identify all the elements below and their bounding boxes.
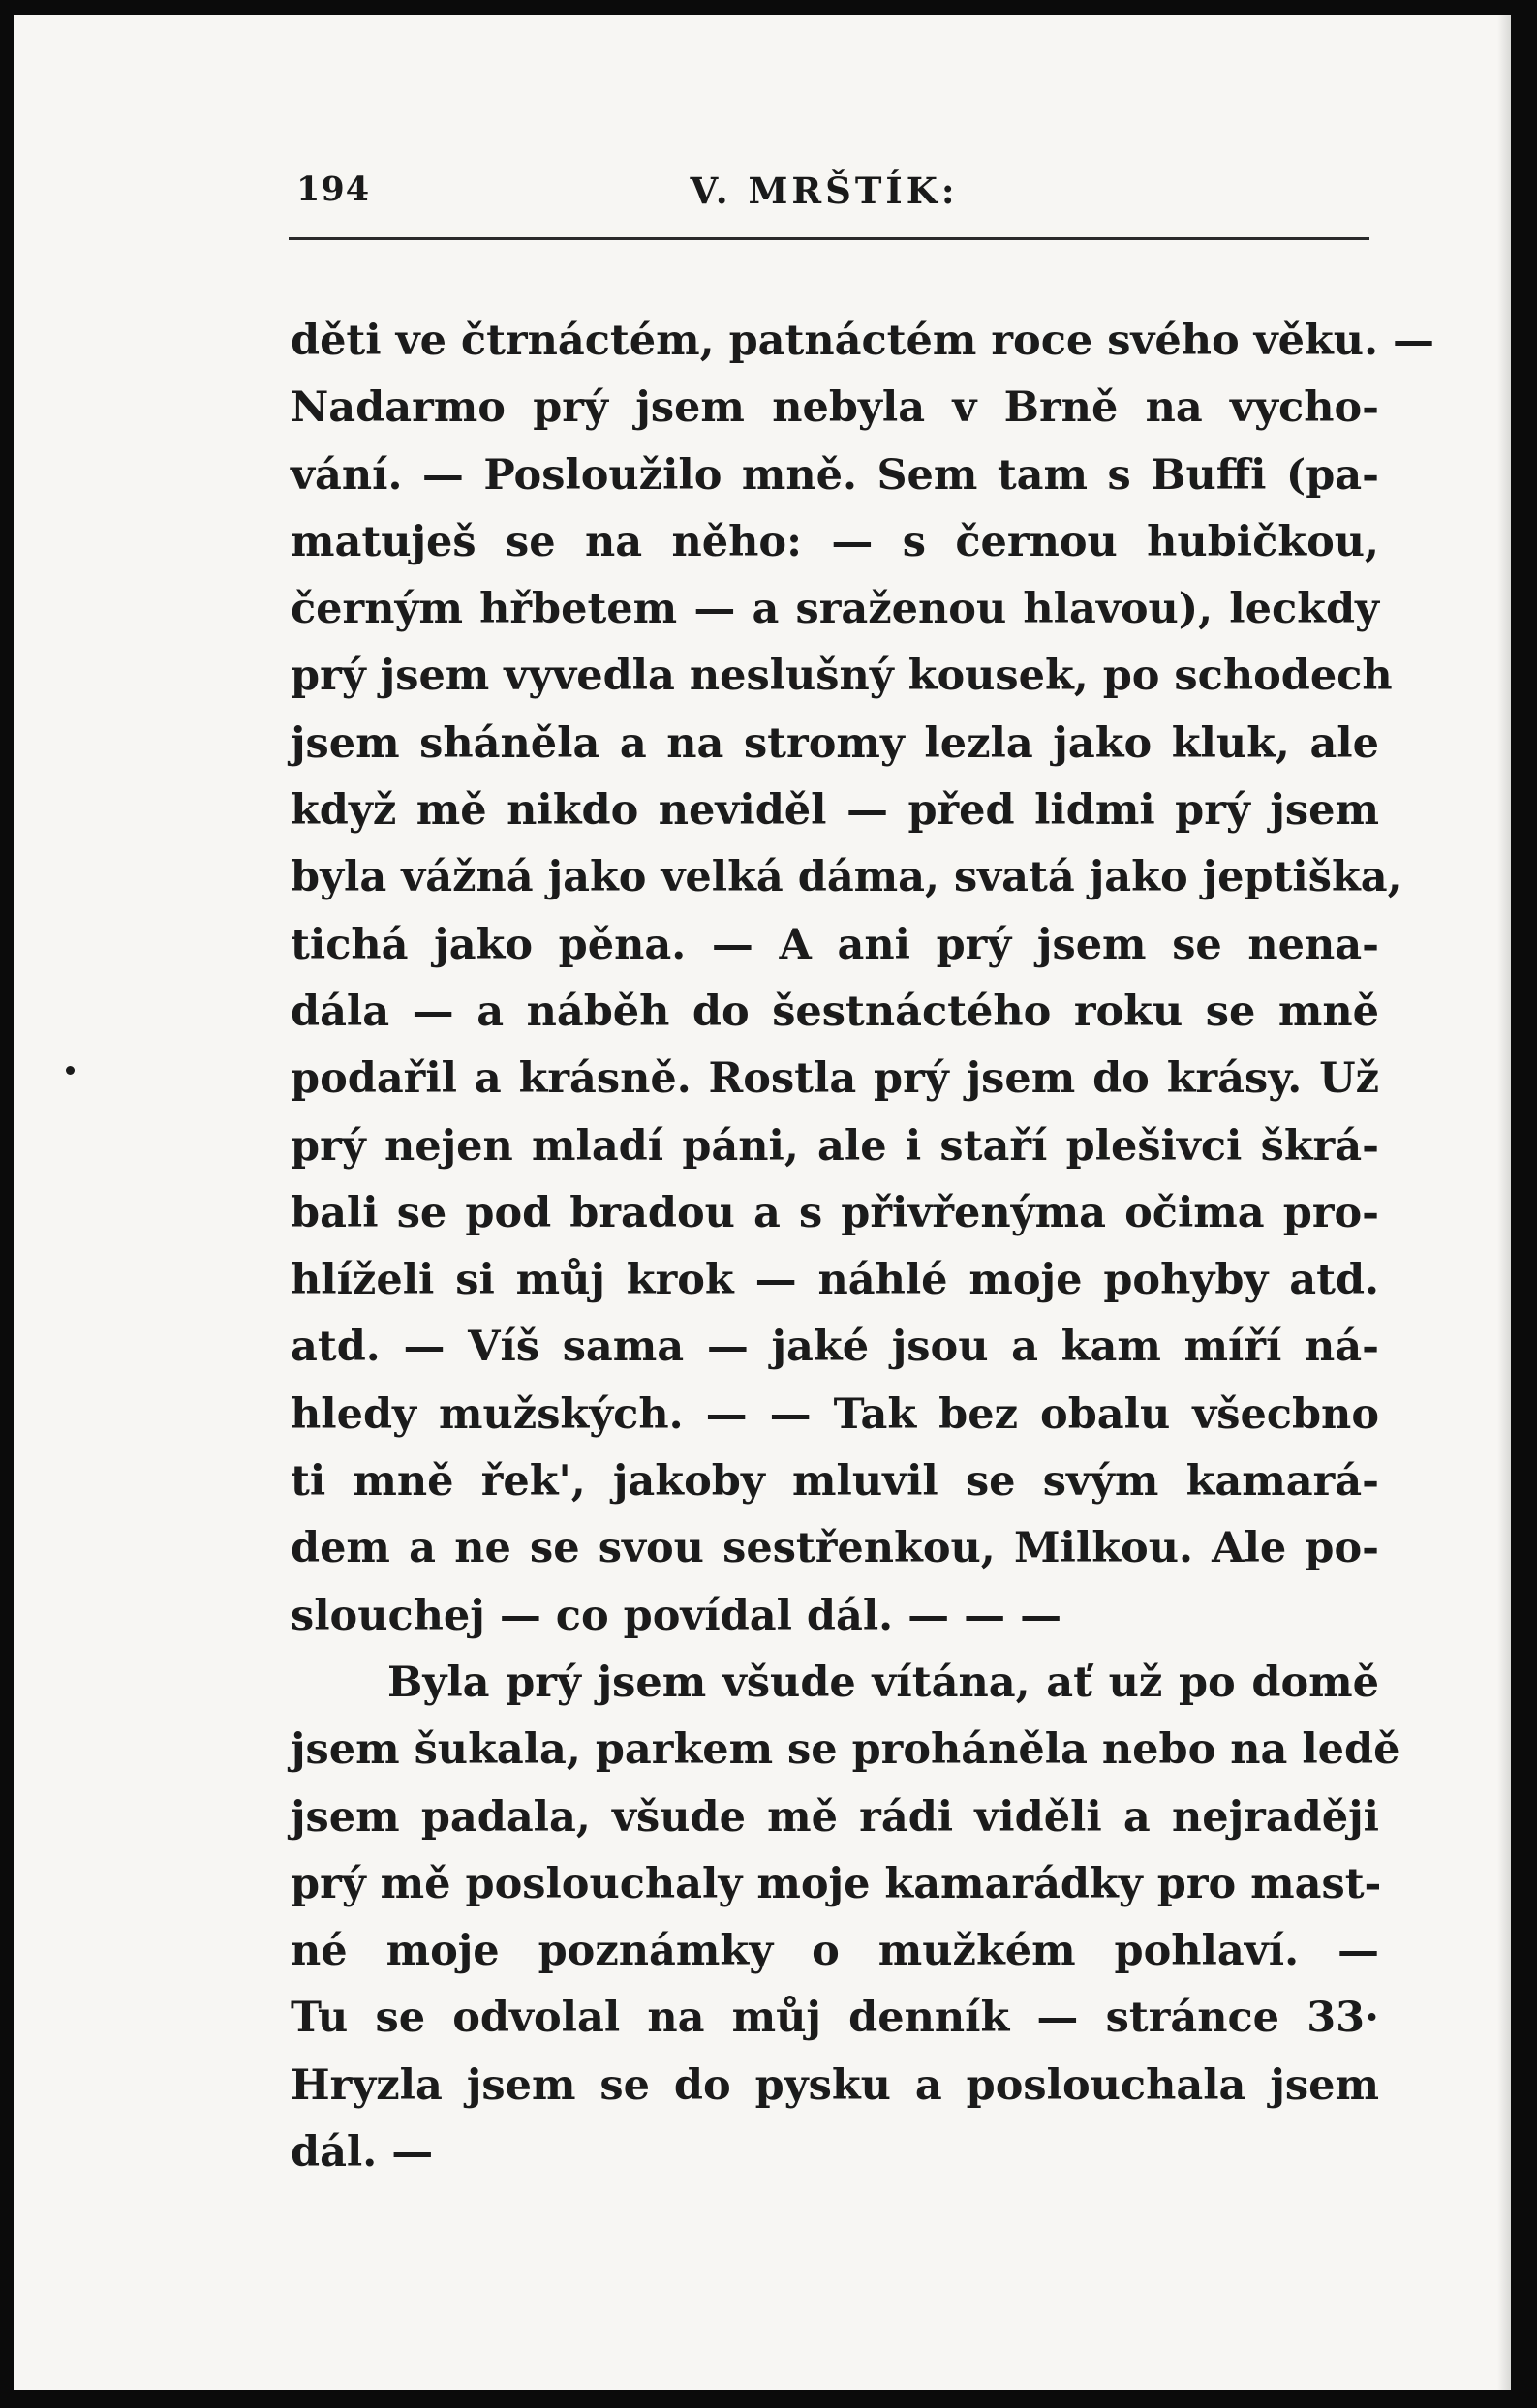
- text-line: dem a ne se svou sestřenkou, Milkou. Ale po-: [291, 1524, 1379, 1573]
- text-line: slouchej — co povídal dál. — — —: [291, 1591, 1062, 1640]
- text-line: tichá jako pěna. — A ani prý jsem se nena-: [291, 920, 1379, 969]
- text-line: Nadarmo prý jsem nebyla v Brně na vycho-: [291, 383, 1379, 433]
- header-rule: [289, 237, 1369, 240]
- text-line: Byla prý jsem všude vítána, ať už po domě: [387, 1658, 1379, 1707]
- body-text: [291, 308, 1435, 2186]
- text-line: vání. — Posloužilo mně. Sem tam s Buffi (pa-: [291, 450, 1379, 500]
- text-line: bali se pod bradou a s přivřenýma očima pro-: [291, 1188, 1379, 1237]
- text-line: Hryzla jsem se do pysku a poslouchala jsem: [291, 2060, 1379, 2110]
- text-line: byla vážná jako velká dáma, svatá jako jeptiška,: [291, 853, 1402, 902]
- text-line: dála — a náběh do šestnáctého roku se mně: [291, 987, 1379, 1036]
- page-edge-shadow: [1497, 15, 1511, 2390]
- text-line: podařil a krásně. Rostla prý jsem do krásy. Už: [291, 1054, 1379, 1104]
- text-line: né moje poznámky o mužkém pohlaví. —: [291, 1927, 1379, 1976]
- paragraph-1: [291, 308, 1435, 1650]
- text-line: atd. — Víš sama — jaké jsou a kam míří ná-: [291, 1323, 1379, 1372]
- text-line: černým hřbetem — a sraženou hlavou), leckdy: [291, 585, 1379, 634]
- page-number: 194: [296, 169, 371, 209]
- text-line: hlíželi si můj krok — náhlé moje pohyby atd.: [291, 1256, 1379, 1305]
- text-line: ti mně řek', jakoby mluvil se svým kamará-: [291, 1457, 1379, 1507]
- text-line: hledy mužských. — — Tak bez obalu všecbno: [291, 1389, 1379, 1439]
- running-head: V. MRŠTÍK:: [690, 169, 959, 212]
- text-line: jsem padala, všude mě rádi viděli a nejraději: [291, 1792, 1379, 1842]
- text-line: děti ve čtrnáctém, patnáctém roce svého věku. —: [291, 317, 1435, 365]
- text-line: dál. —: [291, 2128, 434, 2178]
- page-header: [279, 169, 1369, 228]
- text-line: Tu se odvolal na můj denník — stránce 33·: [291, 1994, 1379, 2043]
- text-line: jsem sháněla a na stromy lezla jako kluk, ale: [291, 718, 1379, 768]
- paragraph-2: [291, 1650, 1400, 2186]
- text-line: prý nejen mladí páni, ale i staří plešivci škrá-: [291, 1121, 1379, 1171]
- text-line: jsem šukala, parkem se proháněla nebo na ledě: [291, 1725, 1400, 1775]
- text-line: když mě nikdo neviděl — před lidmi prý jsem: [291, 786, 1379, 836]
- text-line: prý jsem vyvedla neslušný kousek, po schodech: [291, 652, 1393, 701]
- ink-speck: [66, 1066, 75, 1075]
- text-line: matuješ se na něho: — s černou hubičkou,: [291, 517, 1379, 566]
- text-line: prý mě poslouchaly moje kamarádky pro mast-: [291, 1859, 1382, 1908]
